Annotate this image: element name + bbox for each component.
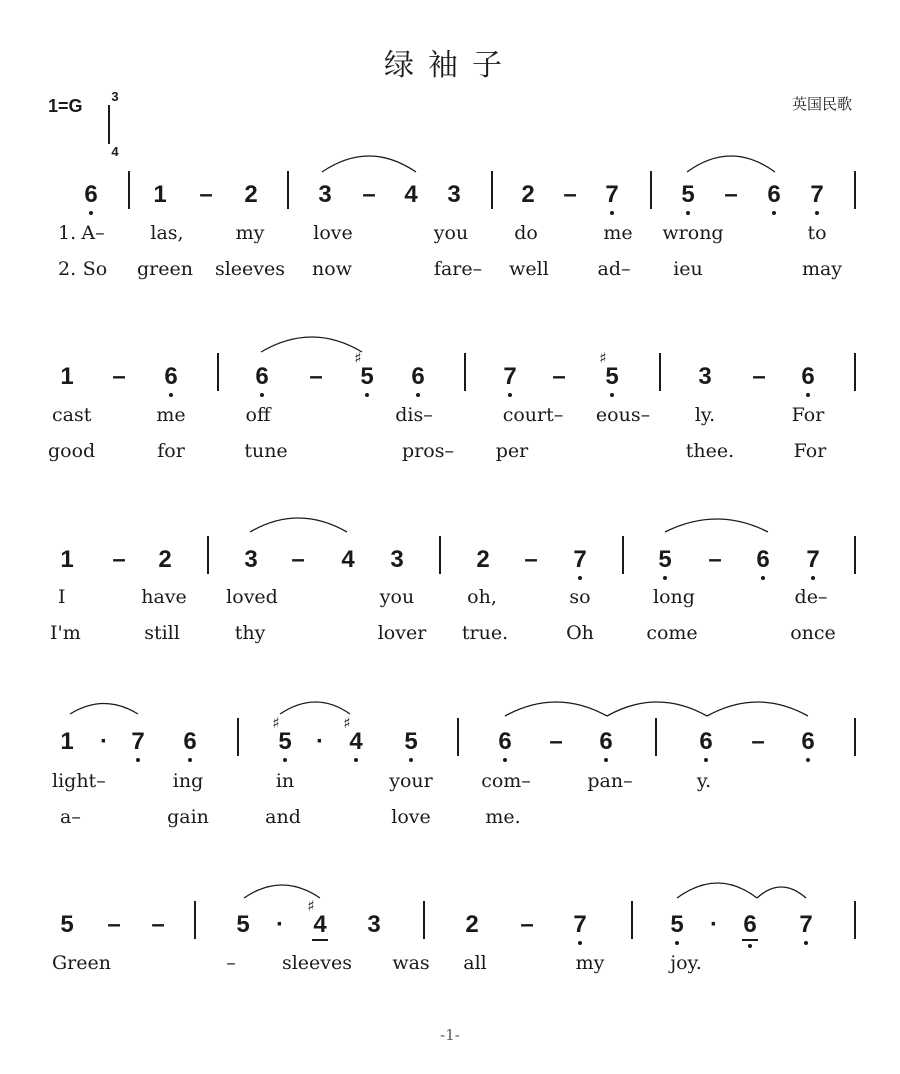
- dash-sustain: –: [552, 363, 566, 390]
- lyric-syllable: y.: [696, 770, 712, 792]
- note-4: 4: [313, 911, 327, 938]
- dash-sustain: –: [751, 728, 765, 755]
- note-7: 7: [573, 911, 587, 938]
- note-2: 2: [158, 546, 172, 573]
- lyric-syllable: your: [389, 770, 433, 792]
- note-5: 5: [658, 546, 672, 573]
- sharp-icon: ♯: [354, 349, 362, 367]
- lyric-syllable: ad–: [597, 258, 631, 280]
- note-4: 4: [349, 728, 363, 755]
- note-1: 1: [60, 728, 74, 755]
- slur: [687, 156, 775, 172]
- lyric-syllable: true.: [461, 622, 509, 644]
- lyric-syllable: have: [141, 586, 187, 608]
- lyric-syllable: and: [265, 806, 301, 828]
- lyric-syllable: love: [313, 222, 353, 244]
- lyric-syllable: pan–: [587, 770, 633, 792]
- lyric-syllable: cast: [52, 404, 92, 426]
- slur: [280, 702, 350, 714]
- note-7: 7: [573, 546, 587, 573]
- lyric-syllable: lover: [377, 622, 427, 644]
- slur: [70, 704, 138, 715]
- lyric-syllable: com–: [481, 770, 531, 792]
- lyric-syllable: sleeves: [214, 258, 286, 280]
- dash-sustain: –: [752, 363, 766, 390]
- note-2: 2: [244, 181, 258, 208]
- slur: [244, 885, 320, 898]
- lyric-syllable: me: [603, 222, 633, 244]
- dash-sustain: –: [309, 363, 323, 390]
- lyric-syllable: per: [495, 440, 529, 462]
- augmentation-dot: ·: [316, 728, 324, 755]
- lyric-syllable: so: [569, 586, 591, 608]
- slur: [322, 156, 416, 172]
- note-4: 4: [404, 181, 418, 208]
- note-7: 7: [503, 363, 517, 390]
- lyric-syllable: now: [312, 258, 352, 280]
- slur: [505, 702, 607, 716]
- slur: [757, 887, 806, 898]
- lyric-syllable: come: [646, 622, 698, 644]
- lyric-syllable: wrong: [662, 222, 724, 244]
- note-2: 2: [476, 546, 490, 573]
- dash-sustain: –: [724, 181, 738, 208]
- lyric-syllable: my: [235, 222, 265, 244]
- note-6: 6: [164, 363, 178, 390]
- lyric-syllable: loved: [226, 586, 278, 608]
- lyric-syllable: So: [82, 258, 108, 280]
- note-3: 3: [244, 546, 258, 573]
- slur: [261, 337, 362, 352]
- dash-sustain: –: [151, 911, 165, 938]
- song-title: 绿袖子: [384, 48, 516, 83]
- sharp-icon: ♯: [343, 714, 351, 732]
- lyric-syllable: you: [433, 222, 469, 244]
- slur: [665, 519, 768, 532]
- note-6: 6: [183, 728, 197, 755]
- lyric-syllable: pros–: [402, 440, 454, 462]
- note-1: 1: [60, 546, 74, 573]
- lyric-syllable: fare–: [433, 258, 483, 280]
- note-6: 6: [699, 728, 713, 755]
- note-3: 3: [318, 181, 332, 208]
- note-6: 6: [599, 728, 613, 755]
- lyric-syllable: For: [793, 440, 827, 462]
- note-5: 5: [681, 181, 695, 208]
- note-1: 1: [153, 181, 167, 208]
- note-2: 2: [521, 181, 535, 208]
- lyric-syllable: good: [48, 440, 96, 462]
- lyric-syllable: do: [514, 222, 538, 244]
- lyric-syllable: For: [791, 404, 825, 426]
- lyric-syllable: for: [157, 440, 185, 462]
- lyric-syllable: las,: [150, 222, 184, 244]
- note-6: 6: [498, 728, 512, 755]
- lyric-syllable: light–: [52, 770, 106, 792]
- sharp-icon: ♯: [272, 714, 280, 732]
- lyric-syllable: you: [379, 586, 415, 608]
- note-3: 3: [390, 546, 404, 573]
- sharp-icon: ♯: [307, 897, 315, 915]
- lyric-syllable: thee.: [685, 440, 735, 462]
- dash-sustain: –: [291, 546, 305, 573]
- augmentation-dot: ·: [276, 911, 284, 938]
- lyric-syllable: tune: [244, 440, 288, 462]
- lyric-syllable: 1.: [58, 222, 77, 244]
- lyric-syllable: may: [801, 258, 843, 280]
- note-7: 7: [605, 181, 619, 208]
- note-6: 6: [801, 363, 815, 390]
- lyric-syllable: still: [144, 622, 180, 644]
- note-6: 6: [801, 728, 815, 755]
- note-5: 5: [670, 911, 684, 938]
- lyric-syllable: gain: [167, 806, 209, 828]
- lyric-syllable: me: [156, 404, 186, 426]
- note-1: 1: [60, 363, 74, 390]
- lyric-syllable: I'm: [50, 622, 81, 644]
- note-6: 6: [756, 546, 770, 573]
- lyric-syllable: well: [509, 258, 549, 280]
- note-7: 7: [131, 728, 145, 755]
- note-7: 7: [806, 546, 820, 573]
- note-5: 5: [236, 911, 250, 938]
- lyric-syllable: me.: [485, 806, 521, 828]
- note-5: 5: [605, 363, 619, 390]
- lyric-syllable: was: [392, 952, 430, 974]
- lyric-syllable: dis–: [395, 404, 433, 426]
- note-5: 5: [360, 363, 374, 390]
- note-3: 3: [447, 181, 461, 208]
- lyric-syllable: love: [391, 806, 431, 828]
- lyric-syllable: I: [58, 586, 66, 608]
- page-number: -1-: [440, 1026, 460, 1044]
- note-5: 5: [278, 728, 292, 755]
- lyric-syllable: de–: [794, 586, 828, 608]
- lyric-syllable: ly.: [694, 404, 716, 426]
- lyric-syllable: court–: [502, 404, 564, 426]
- note-4: 4: [341, 546, 355, 573]
- note-6: 6: [743, 911, 757, 938]
- augmentation-dot: ·: [710, 911, 718, 938]
- note-5: 5: [60, 911, 74, 938]
- lyric-syllable: once: [790, 622, 836, 644]
- note-7: 7: [810, 181, 824, 208]
- dash-sustain: –: [520, 911, 534, 938]
- dash-sustain: –: [549, 728, 563, 755]
- dash-sustain: –: [362, 181, 376, 208]
- lyric-syllable: all: [463, 952, 487, 974]
- lyric-syllable: 2.: [58, 258, 77, 280]
- slur: [250, 518, 347, 532]
- dash-sustain: –: [199, 181, 213, 208]
- lyric-syllable: thy: [234, 622, 266, 644]
- lyric-syllable: off: [245, 404, 271, 426]
- note-6: 6: [411, 363, 425, 390]
- note-6: 6: [767, 181, 781, 208]
- slur: [677, 883, 757, 898]
- slur: [707, 702, 808, 716]
- dash-sustain: –: [708, 546, 722, 573]
- note-7: 7: [799, 911, 813, 938]
- lyric-syllable: A–: [81, 222, 105, 244]
- lyric-syllable: green: [137, 258, 193, 280]
- note-3: 3: [698, 363, 712, 390]
- dash-sustain: –: [563, 181, 577, 208]
- augmentation-dot: ·: [100, 728, 108, 755]
- dash-sustain: –: [107, 911, 121, 938]
- lyric-syllable: ieu: [673, 258, 703, 280]
- lyric-syllable: to: [807, 222, 827, 244]
- lyric-syllable: Oh: [566, 622, 594, 644]
- note-6: 6: [255, 363, 269, 390]
- sharp-icon: ♯: [599, 349, 607, 367]
- note-5: 5: [404, 728, 418, 755]
- lyric-syllable: long: [653, 586, 695, 608]
- lyric-syllable: in: [275, 770, 295, 792]
- meter-top: 3: [111, 89, 119, 104]
- lyric-syllable: a–: [60, 806, 81, 828]
- note-2: 2: [465, 911, 479, 938]
- note-6: 6: [84, 181, 98, 208]
- dash-sustain: –: [524, 546, 538, 573]
- slur: [607, 702, 707, 716]
- lyric-syllable: eous–: [595, 404, 651, 426]
- note-3: 3: [367, 911, 381, 938]
- meter-bottom: 4: [111, 144, 119, 159]
- lyric-syllable: oh,: [467, 586, 497, 608]
- lyric-syllable: sleeves: [281, 952, 353, 974]
- song-origin: 英国民歌: [791, 95, 852, 113]
- lyric-syllable: joy.: [670, 952, 702, 974]
- dash-sustain: –: [112, 363, 126, 390]
- key-signature: 1=G: [48, 96, 83, 116]
- lyric-syllable: –: [226, 952, 236, 974]
- lyric-syllable: Green: [52, 952, 111, 974]
- lyric-syllable: my: [575, 952, 605, 974]
- dash-sustain: –: [112, 546, 126, 573]
- lyric-syllable: ing: [172, 770, 204, 792]
